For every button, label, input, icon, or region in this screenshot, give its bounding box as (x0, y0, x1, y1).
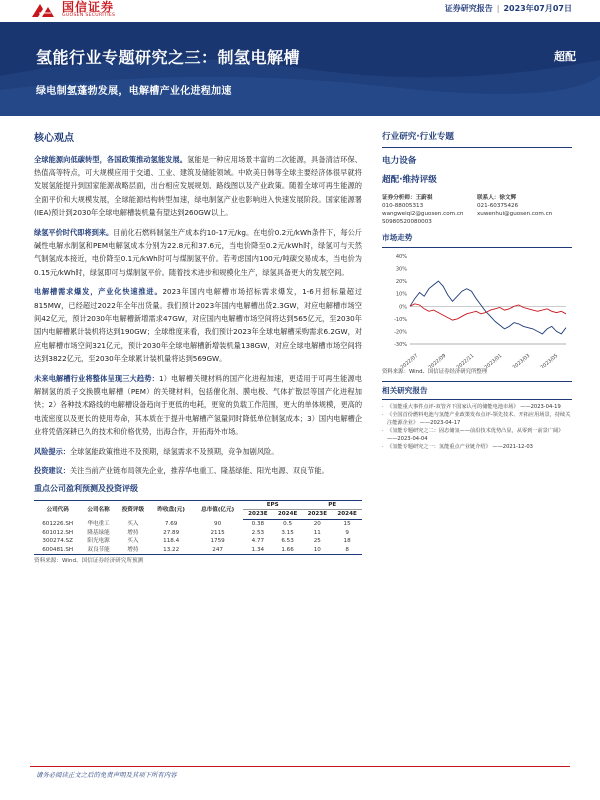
y-tick-label: 20% (395, 279, 407, 286)
x-tick-label: 2023/05 (539, 353, 560, 369)
related-report-item[interactable]: · 《氢能专题研究之一：氢能重点产业链介绍》 ——2021-12-03 (382, 443, 572, 451)
paragraph (34, 285, 362, 365)
cell-mcap: 247 (192, 546, 243, 555)
brand-name-en: GUOSEN SECURITIES (62, 13, 116, 18)
series-line-1 (410, 281, 566, 334)
col-eps: EPS (243, 500, 302, 510)
brand-mark-icon (30, 1, 56, 19)
cell-eps1: 2.53 (251, 529, 265, 536)
paragraph-lead: 全球能源向低碳转型，各国政策推动氢能发展。 (34, 154, 188, 164)
y-tick-label: 40% (395, 254, 407, 261)
paragraph (34, 226, 362, 280)
cell-pe2: 9 (345, 529, 349, 536)
paragraph-body: 1）电解槽关键材料的国产化进程加速，更适用于可再生能源电解制氢的质子交换膜电解槽（PEM）的关键材料，包括催化剂、膜电极、气体扩散层等国产化进程加快；2）各种技术路线的电解槽设备趋向于更低的电耗，更宽的负载工作范围，更大的单体规模，更高的电流密度以及更长的使用寿命，其本质在于提升电解槽产氢量同时降低单位制氢成本；3）国内电解槽企业将凭借深耕已久的技术和价格优势，出海合作，开拓海外市场。 (34, 373, 363, 437)
analyst-license: S0980520080003 (382, 219, 432, 226)
cell-rating: 买入 (127, 520, 139, 527)
table-row (34, 537, 362, 546)
report-subtitle: 绿电制氢蓬勃发展，电解槽产业化进程加速 (36, 86, 232, 97)
related-report-item[interactable]: · 《全国首份燃料电池与氢能产业政策发布点评-领先技术、开拓应用场景，持续关注能源企业》 ——2023-04-17 (382, 411, 572, 427)
cell-rating: 买入 (127, 538, 139, 545)
cell-pe2: 8 (332, 546, 362, 555)
cell-eps2: 6.53 (281, 538, 294, 545)
cell-eps1: 0.38 (251, 521, 265, 528)
x-tick-label: 2022/07 (399, 353, 420, 369)
related-report-title: 《氢能专题研究之二：固态储氢——前沿技术优势凸显，从零到一前景广阔》 (387, 428, 564, 435)
main-content (34, 131, 362, 566)
cell-pe2: 18 (343, 538, 351, 545)
footer-disclaimer: 请务必阅读正文之后的免责声明及其项下所有内容 (36, 771, 177, 779)
related-report-date: 2023-04-04 (397, 436, 428, 443)
cell-name: 阳光电源 (87, 538, 110, 545)
paragraph-body: 全球氢能政策推进不及预期，绿氢需求不及预期，竞争加剧风险。 (69, 446, 279, 456)
contact-role: 联系人： (477, 194, 500, 201)
paragraph-lead: 风险提示： (34, 446, 70, 456)
forecast-table (34, 500, 362, 556)
table-row (34, 520, 362, 529)
contact-phone: 021-60375426 (477, 202, 519, 209)
related-reports-list (382, 403, 572, 451)
cell-price: 27.89 (163, 529, 180, 536)
cell-eps1: 1.34 (243, 546, 273, 555)
related-report-title: 《氢能专题研究之一：氢能重点产业链介绍》 (387, 444, 491, 451)
cell-price: 13.22 (150, 546, 192, 555)
contact-card (477, 194, 572, 227)
forecast-table-title: 重点公司盈利预测及投资评级 (34, 484, 138, 494)
paragraph (34, 153, 362, 220)
industry-label: 行业研究·行业专题 (382, 131, 572, 148)
trend-chart-svg (382, 250, 572, 368)
related-report-item[interactable]: · 《氢能重大事件点评-双管齐下国家认可的储能电池市场》 ——2023-04-19 (382, 403, 572, 411)
paragraph-body: 氢能是一种应用场景丰富的二次能源，具备清洁环保、热值高等特点，可大规模应用于交通、工业、建筑及储能领域。中欧美日韩等全球主要经济体很早就将发展氢能提升到国家能源战略层面，出台相应发展规划、路线图以及产业政策。随着全球可再生能源的全面平价和大规模发展，全球能源结构转型加速，绿电制氢产业也影响进入快速发展阶段。国家能源署(IEA)预计到2030年全球电解槽装机量有望达到260GW以上。 (34, 154, 362, 218)
col-pe: PE (302, 500, 362, 510)
report-meta (445, 3, 572, 15)
contact-email[interactable]: xuwenhui@guosen.com.cn (477, 211, 553, 218)
meta-separator: | (496, 4, 500, 13)
paragraph (34, 372, 362, 439)
related-report-date: 2023-04-17 (430, 420, 461, 427)
cell-pe2: 15 (343, 521, 351, 528)
brand-logo (30, 1, 115, 19)
paragraph-lead: 绿氢平价时代即将到来。 (34, 227, 114, 237)
col-code: 公司代码 (34, 500, 81, 519)
paragraph-body: 关注当前产业链布局领先企业，推荐华电重工、隆基绿能、阳光电源、双良节能。 (69, 466, 329, 476)
x-tick-label: 2023/03 (511, 353, 532, 369)
paragraph-body: 目前化石燃料制氢生产成本约10-17元/kg。在电价0.2元/kWh条件下，每公斤碱性电解水制氢和PEM电解氢成本分别为22.8元和37.6元，当电价降至0.2元/kWh时，绿氢可与天然气制氢成本接近，电价降至0.1元/kWh时可与煤制氢平价。若考虑国内100元/吨碳交易成本，当电价为0.15元/kWh时，绿氢即可与煤制氢平价。随着技术进步和规模化生产，绿氢具备更大的发展空间。 (34, 227, 362, 277)
cell-pe1: 20 (313, 521, 321, 528)
report-date: 2023年07月07日 (503, 4, 572, 13)
table-source-note: 资料来源：Wind、国信证券经济研究所预测 (34, 558, 144, 565)
cell-pe1: 11 (313, 529, 321, 536)
y-tick-label: -30% (394, 342, 407, 349)
cell-pe1: 10 (302, 546, 332, 555)
report-type: 证券研究报告 (444, 4, 493, 13)
related-report-item[interactable]: · 《氢能专题研究之二：固态储氢——前沿技术优势凸显，从零到一前景广阔》 ——2023-04-04 (382, 427, 572, 443)
col-price: 昨收盘(元) (150, 500, 192, 519)
related-reports-title: 相关研究报告 (382, 385, 572, 401)
cell-eps2: 3.15 (281, 529, 294, 536)
cell-name: 双良节能 (81, 546, 115, 555)
cell-code: 300274.SZ (42, 538, 73, 545)
y-tick-label: 30% (395, 266, 407, 273)
table-row (34, 546, 362, 555)
col-name: 公司名称 (81, 500, 115, 519)
x-tick-label: 2022/09 (427, 353, 448, 369)
cell-eps1: 4.77 (251, 538, 265, 545)
core-views-title: 核心观点 (34, 133, 74, 144)
title-banner (0, 22, 600, 116)
analyst-card (382, 194, 477, 227)
sector-rating: 超配·维持评级 (382, 175, 437, 186)
rating-badge: 超配 (554, 50, 576, 63)
chart-source-note: 资料来源：Wind、国信证券经济研究所整理 (382, 368, 572, 381)
cell-rating: 增持 (116, 546, 150, 555)
y-tick-label: -10% (394, 317, 407, 324)
y-tick-label: 0% (399, 304, 407, 311)
related-report-title: 《氢能重大事件点评-双管齐下国家认可的储能电池市场》 (387, 404, 519, 411)
y-tick-label: -20% (394, 329, 407, 336)
brand-name-cn: 国信证券 (62, 0, 115, 14)
cell-pe1: 25 (313, 538, 321, 545)
cell-mcap: 2115 (210, 529, 225, 536)
market-trend-title: 市场走势 (382, 232, 572, 248)
cell-rating: 增持 (127, 529, 139, 536)
related-report-title: 《全国首份燃料电池与氢能产业政策发布点评-领先技术、开拓应用场景，持续关注能源企业》 (387, 412, 571, 427)
cell-eps2: 0.5 (283, 521, 293, 528)
analyst-name: 王蔚祺 (415, 194, 433, 201)
paragraph-lead: 未来电解槽行业将整体呈现三大趋势： (34, 373, 159, 383)
cell-price: 7.69 (164, 520, 178, 527)
paragraph (34, 445, 362, 458)
cell-mcap: 90 (214, 520, 222, 527)
x-tick-label: 2023/01 (483, 353, 504, 369)
top-bar (0, 0, 600, 22)
col-rating: 投资评级 (116, 500, 150, 519)
col-mcap: 总市值(亿元) (192, 500, 243, 519)
sector-label: 电力设备 (382, 156, 417, 166)
cell-mcap: 1759 (210, 538, 225, 545)
related-report-date: 2021-12-03 (502, 444, 533, 451)
paragraph-lead: 电解槽需求爆发，产业化快速推进。 (34, 287, 163, 297)
related-report-date: 2023-04-19 (530, 404, 561, 411)
col-eps-y1: 2023E (243, 510, 273, 520)
paragraph-body: 2023年国内电解槽市场招标需求爆发，1-6月招标量超过815MW，已经超过2022年全年出货量。我们预计2023年国内电解槽出货2.3GW，对应电解槽市场空间42亿元，预计2030年电解槽新增需求47GW，对应国内电解槽市场空间将达到565亿元，至2030年国内电解槽累计装机将达到190GW；全球维度来看，我们预计2023年全球电解槽采购需求6.2GW，对应电解槽市场空间321亿元，预计2030年全球电解槽新增装机量138GW，对应全球电解槽市场空间将达到3822亿元，至2030年全球累计装机量将达到569GW。 (34, 287, 362, 364)
sidebar (382, 131, 572, 451)
cell-code: 600481.SH (34, 546, 81, 555)
paragraph-lead: 投资建议： (34, 466, 70, 476)
cell-code: 601012.SH (42, 529, 74, 536)
analyst-block (382, 194, 572, 227)
x-tick-label: 2022/11 (455, 353, 476, 369)
analyst-email[interactable]: wangweiqi2@guosen.com.cn (382, 211, 464, 218)
page-footer (30, 766, 570, 788)
market-trend-chart (382, 250, 572, 368)
analyst-role: 证券分析师： (382, 194, 416, 201)
cell-name: 华电重工 (87, 520, 110, 527)
col-pe-y2: 2024E (332, 510, 362, 520)
col-eps-y2: 2024E (273, 510, 303, 520)
report-title: 氢能行业专题研究之三：制氢电解槽 (36, 48, 301, 67)
analyst-phone: 010-88005313 (382, 202, 424, 209)
paragraph (34, 464, 362, 477)
col-pe-y1: 2023E (302, 510, 332, 520)
cell-name: 隆基绿能 (87, 529, 110, 536)
cell-price: 118.4 (163, 538, 180, 545)
cell-code: 601226.SH (42, 520, 74, 527)
contact-name: 徐文辉 (499, 194, 517, 201)
cell-eps2: 1.66 (273, 546, 303, 555)
y-tick-label: 10% (395, 291, 407, 298)
table-row (34, 529, 362, 538)
